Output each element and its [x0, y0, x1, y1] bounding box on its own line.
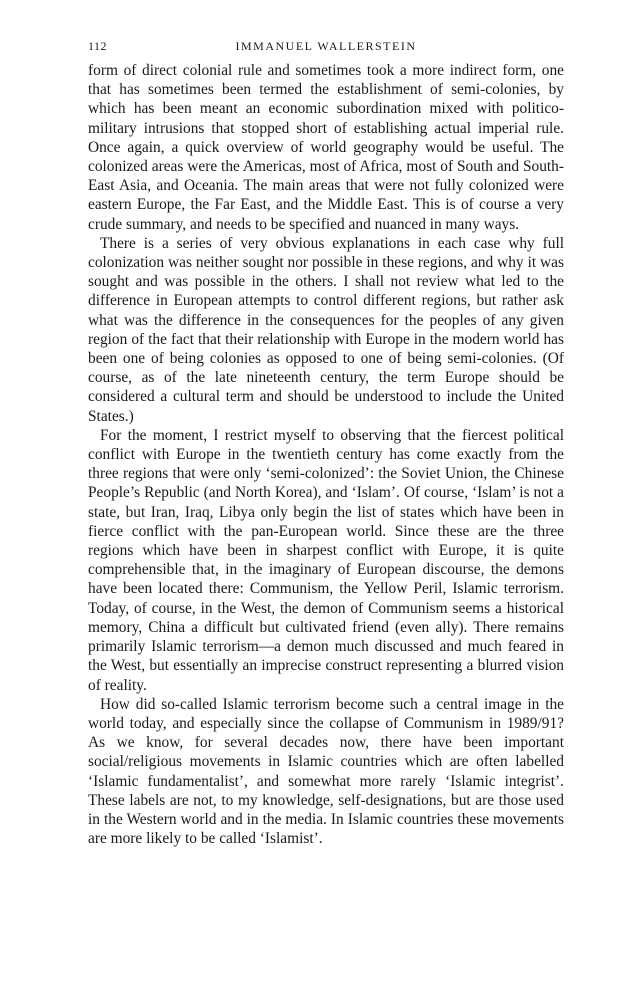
- running-title: IMMANUEL WALLERSTEIN: [235, 39, 417, 53]
- paragraph-1: form of direct colonial rule and sometimes took a more indirect form, one that has sometimes been termed the establishment of semi-colonies, by which has been meant an economic subordination mixed with politico-military intrusions that stopped short of establishing actual imperial rule. Once again, a quick overview of world geography would be useful. The colonized areas were the Americas, most of Africa, most of South and South-East Asia, and Oceania. The main areas that were not fully colonized were eastern Europe, the Far East, and the Middle East. This is of course a very crude summary, and needs to be specified and nuanced in many ways.: [88, 62, 564, 233]
- book-page: [88, 36, 564, 848]
- running-head: [88, 36, 564, 56]
- body-text: [88, 61, 564, 848]
- paragraph-4: How did so-called Islamic terrorism become such a central image in the world today, and especially since the collapse of Communism in 1989/91? As we know, for several decades now, there have been important social/religious movements in Islamic countries which are often labelled ‘Islamic fundamentalist’, and somewhat more rarely ‘Islamic integrist’. These labels are not, to my knowledge, self-designations, but are those used in the Western world and in the media. In Islamic countries these movements are more likely to be called ‘Islamist’.: [88, 695, 564, 848]
- paragraph-2: There is a series of very obvious explanations in each case why full colonization was neither sought nor possible in these regions, and why it was sought and was possible in the others. I shall not review what led to the difference in European attempts to control different regions, but rather ask what was the difference in the consequences for the peoples of any given region of the fact that their relationship with Europe in the modern world has been one of being colonies as opposed to one of being semi-colonies. (Of course, as of the late nineteenth century, the term Europe should be considered a cultural term and should be understood to include the United States.): [88, 234, 564, 425]
- paragraph-3: For the moment, I restrict myself to observing that the fiercest political conflict with Europe in the twentieth century has come exactly from the three regions that were only ‘semi-colonized’: the Soviet Union, the Chinese People’s Republic (and North Korea), and ‘Islam’. Of course, ‘Islam’ is not a state, but Iran, Iraq, Libya only begin the list of states which have been in fierce conflict with the pan-European world. Since these are the three regions which have been in sharpest conflict with Europe, it is quite comprehensible that, in the imaginary of European discourse, the demons have been located there: Communism, the Yellow Peril, Islamic terrorism. Today, of course, in the West, the demon of Communism seems a historical memory, China a difficult but cultivated friend (even ally). There remains primarily Islamic terrorism—a demon much discussed and much feared in the West, but essentially an imprecise construct representing a blurred vision of reality.: [88, 426, 564, 694]
- page-number: 112: [88, 39, 108, 53]
